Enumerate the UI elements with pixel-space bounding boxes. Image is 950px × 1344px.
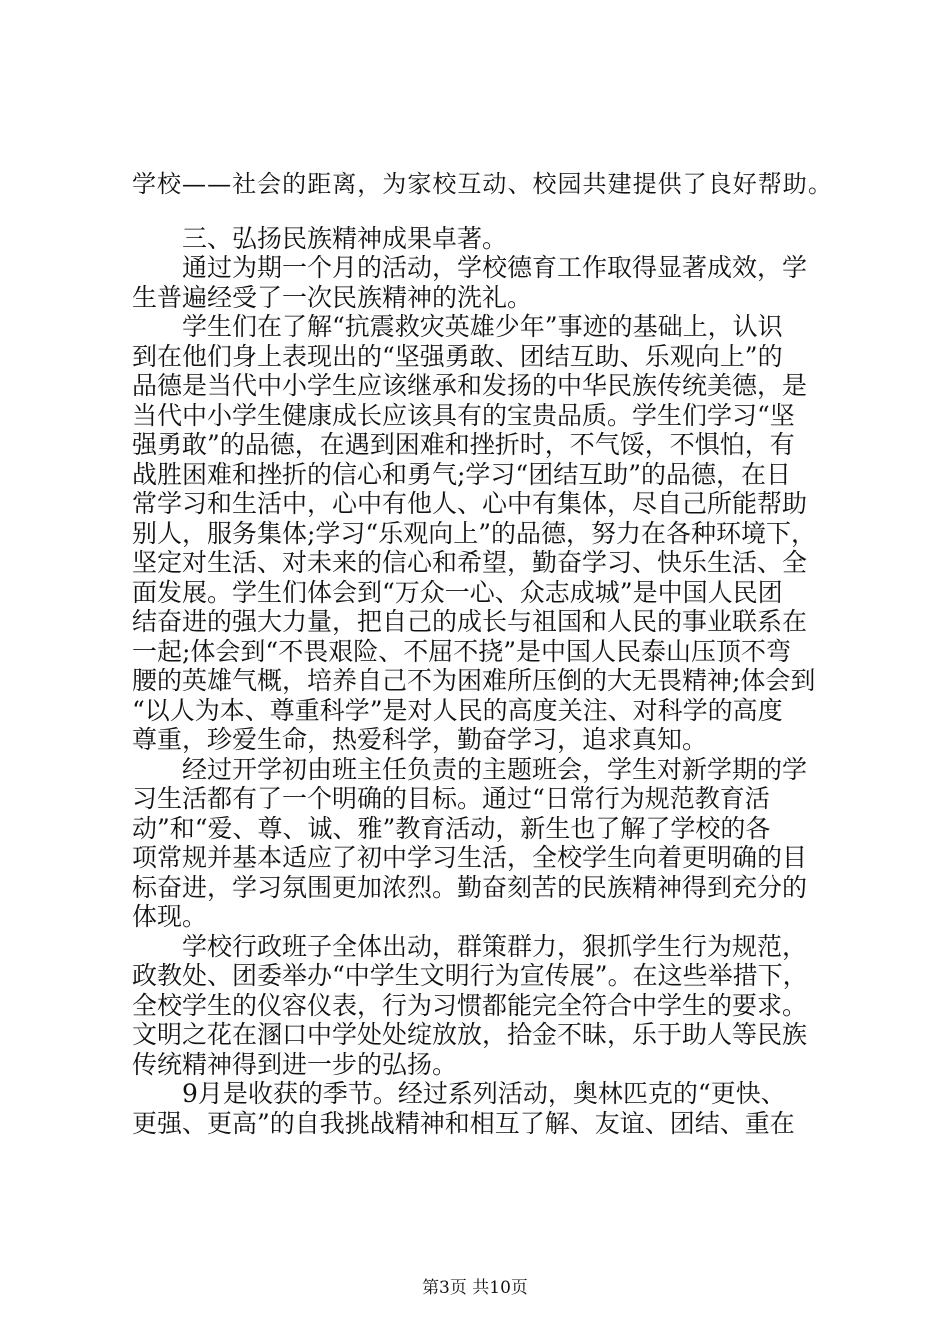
text-line: 传统精神得到进一步的弘扬。: [132, 1049, 458, 1079]
text-line: 当代中小学生健康成长应该具有的宝贵品质。学生们学习“坚: [132, 400, 795, 430]
text-line: 政教处、团委举办“中学生文明行为宣传展”。在这些举措下，: [132, 961, 808, 990]
text-line: 经过开学初由班主任负责的主题班会，学生对新学期的学: [182, 754, 808, 784]
text-line: 腰的英雄气概，培养自己不为困难所压倒的大无畏精神;体会到: [132, 666, 816, 695]
page-footer: 第3页 共10页: [422, 1278, 528, 1298]
section-heading: 三、弘扬民族精神成果卓著。: [182, 223, 508, 253]
text-line: 常学习和生活中，心中有他人、心中有集体，尽自己所能帮助: [132, 489, 808, 518]
text-line: 更强、更高”的自我挑战精神和相互了解、友谊、团结、重在: [132, 1108, 795, 1138]
paragraph: [132, 253, 832, 312]
text-line: 项常规并基本适应了初中学习生活，全校学生向着更明确的目: [132, 843, 808, 872]
text-line: 面发展。学生们体会到“万众一心、众志成城”是中国人民团: [132, 577, 783, 607]
paragraph: [132, 1079, 832, 1138]
document-body: [132, 170, 832, 1138]
paragraph: [132, 755, 832, 932]
text-line: 动”和“爱、尊、诚、雅”教育活动，新生也了解了学校的各: [132, 813, 771, 843]
paragraph: [132, 932, 832, 1080]
text-line: 习生活都有了一个明确的目标。通过“日常行为规范教育活: [132, 784, 770, 813]
text-line: 全校学生的仪容仪表，行为习惯都能完全符合中学生的要求。: [132, 990, 808, 1020]
text-line: 文明之花在溷口中学处处绽放放，拾金不昧，乐于助人等民族: [132, 1020, 808, 1049]
paragraph-gap: [132, 200, 832, 224]
text-line: 强勇敢”的品德，在遇到困难和挫折时，不气馁，不惧怕，有: [132, 430, 795, 459]
text-line: “以人为本、尊重科学”是对人民的高度关注、对科学的高度: [132, 695, 783, 725]
text-line: 标奋进，学习氛围更加浓烈。勤奋刻苦的民族精神得到充分的: [132, 872, 808, 902]
text-line: 学校行政班子全体出动，群策群力，狠抓学生行为规范，: [182, 931, 808, 961]
text-line: 结奋进的强大力量，把自己的成长与祖国和人民的事业联系在: [132, 607, 808, 636]
text-line: 通过为期一个月的活动，学校德育工作取得显著成效，学: [182, 253, 808, 282]
continued-line: 学校——社会的距离，为家校互动、校园共建提供了良好帮助。: [132, 170, 833, 198]
text-line: 一起;体会到“不畏艰险、不屈不挠”是中国人民泰山压顶不弯: [132, 636, 791, 666]
text-line: 坚定对生活、对未来的信心和希望，勤奋学习、快乐生活、全: [132, 548, 808, 577]
paragraph-container: [132, 253, 832, 1138]
text-line: 尊重，珍爱生命，热爱科学，勤奋学习，追求真知。: [132, 725, 708, 754]
paragraph: [132, 312, 832, 755]
text-line: 品德是当代中小学生应该继承和发扬的中华民族传统美德，是: [132, 371, 808, 400]
text-line: 生普遍经受了一次民族精神的洗礼。: [132, 282, 533, 312]
text-line: 学生们在了解“抗震救灾英雄少年”事迹的基础上，认识: [182, 312, 783, 341]
text-line: 体现。: [132, 902, 208, 931]
text-line: 到在他们身上表现出的“坚强勇敢、团结互助、乐观向上”的: [132, 341, 783, 371]
text-line: 9月是收获的季节。经过系列活动，奥林匹克的“更快、: [182, 1079, 786, 1108]
text-line: 战胜困难和挫折的信心和勇气;学习“团结互助”的品德，在日: [132, 459, 791, 489]
text-line: 别人，服务集体;学习“乐观向上”的品德，努力在各种环境下，: [132, 518, 816, 548]
